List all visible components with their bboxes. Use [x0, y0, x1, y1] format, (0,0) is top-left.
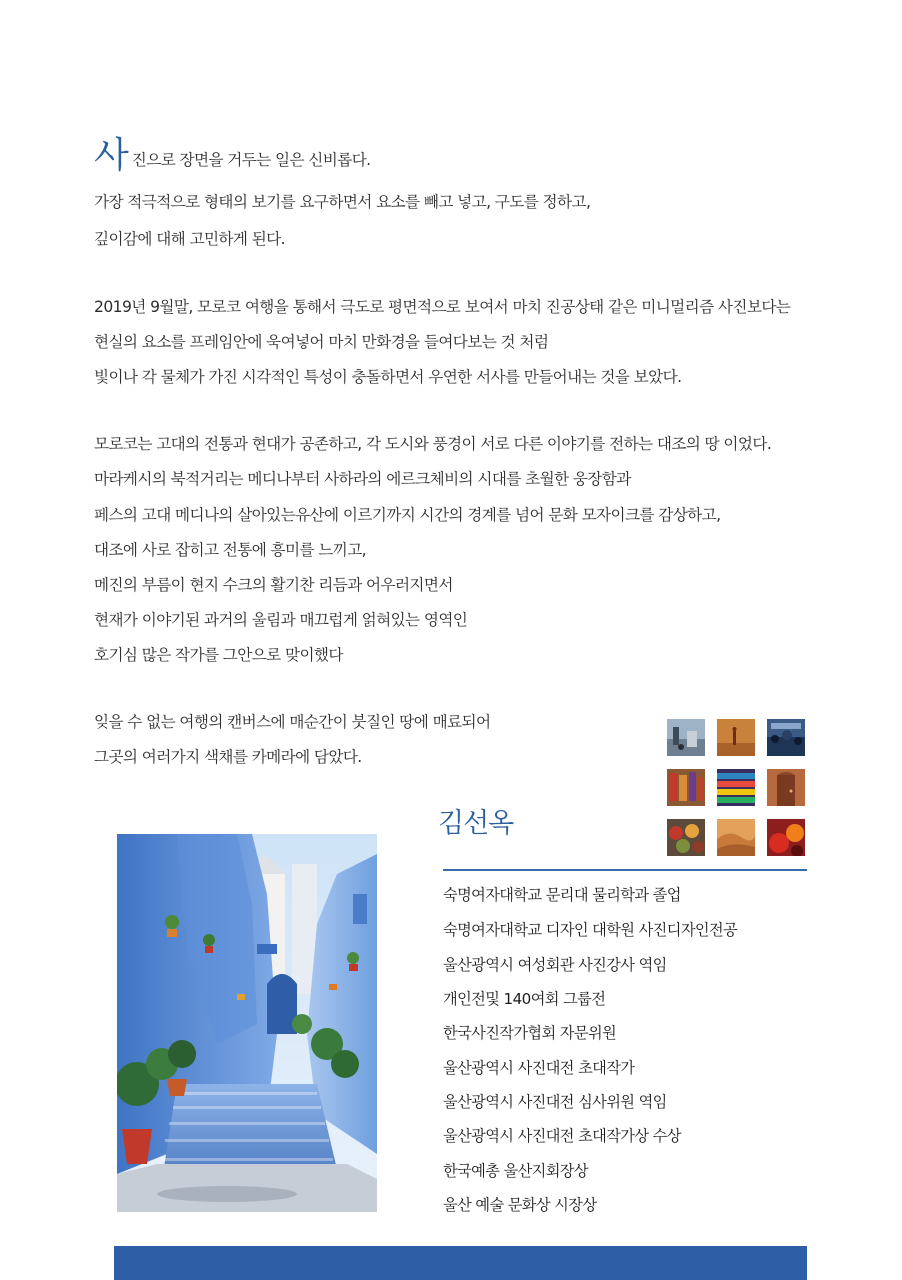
thumbnail-crowd — [767, 719, 805, 756]
thumbnail-desert — [717, 819, 755, 856]
intro-line-8: 마라케시의 북적거리는 메디나부터 사하라의 에르크체비의 시대를 초월한 웅장함과 — [94, 470, 631, 488]
bio-item: 울산 예술 문화상 시장상 — [443, 1196, 597, 1214]
bio-item: 울산광역시 사진대전 초대작가 — [443, 1059, 635, 1077]
thumbnail-pigments — [767, 819, 805, 856]
thumbnail-wall — [717, 719, 755, 756]
intro-line-3: 깊이감에 대해 고민하게 된다. — [94, 230, 285, 248]
bio-item: 숙명여자대학교 문리대 물리학과 졸업 — [443, 886, 681, 904]
intro-line-13: 호기심 많은 작가를 그안으로 맞이했다 — [94, 646, 343, 664]
intro-line-1 — [94, 135, 371, 176]
thumbnail-spices — [667, 819, 705, 856]
intro-line-15: 그곳의 여러가지 색채를 카메라에 담았다. — [94, 748, 362, 766]
bio-item: 울산광역시 사진대전 초대작가상 수상 — [443, 1127, 681, 1145]
bio-item: 한국예총 울산지회장상 — [443, 1162, 588, 1180]
footer-bar — [114, 1246, 807, 1280]
bio-item: 한국사진작가협회 자문위원 — [443, 1024, 617, 1042]
author-name: 김선옥 — [438, 808, 514, 839]
drop-cap: 사 — [94, 135, 129, 176]
bio-item: 개인전및 140여회 그룹전 — [443, 990, 606, 1008]
bio-item: 울산광역시 여성회관 사진강사 역임 — [443, 956, 667, 974]
bio-item: 숙명여자대학교 디자인 대학원 사진디자인전공 — [443, 921, 738, 939]
intro-line-14: 잊을 수 없는 여행의 캔버스에 매순간이 붓질인 땅에 매료되어 — [94, 713, 491, 731]
bio-item: 울산광역시 사진대전 심사위원 역임 — [443, 1093, 667, 1111]
intro-line-7: 모로코는 고대의 전통과 현대가 공존하고, 각 도시와 풍경이 서로 다른 이야기를 전하는 대조의 땅 이었다. — [94, 435, 772, 453]
intro-line-4: 2019년 9월말, 모로코 여행을 통해서 극도로 평면적으로 보여서 마치 진공상태 같은 미니멀리즘 사진보다는 — [94, 298, 791, 316]
intro-line-10: 대조에 사로 잡히고 전통에 흥미를 느끼고, — [94, 541, 367, 559]
intro-line-9: 페스의 고대 메디나의 살아있는유산에 이르기까지 시간의 경계를 넘어 문화 모자이크를 감상하고, — [94, 506, 721, 524]
intro-line-2: 가장 적극적으로 형태의 보기를 요구하면서 요소를 빼고 넣고, 구도를 정하고, — [94, 193, 591, 211]
thumbnail-market — [667, 769, 705, 806]
intro-line-1-text: 진으로 장면을 거두는 일은 신비롭다. — [131, 151, 371, 169]
thumbnail-street — [667, 719, 705, 756]
thumbnail-door — [767, 769, 805, 806]
intro-line-5: 현실의 요소를 프레임안에 욱여넣어 마치 만화경을 들여다보는 것 처럼 — [94, 333, 549, 351]
intro-line-6: 빛이나 각 물체가 가진 시각적인 특성이 충돌하면서 우연한 서사를 만들어내는 것을 보았다. — [94, 368, 682, 386]
intro-line-11: 메진의 부름이 현지 수크의 활기찬 리듬과 어우러지면서 — [94, 576, 453, 594]
main-photo — [117, 834, 377, 1212]
intro-line-12: 현재가 이야기된 과거의 울림과 매끄럽게 얽혀있는 영역인 — [94, 611, 468, 629]
thumbnail-textiles — [717, 769, 755, 806]
divider — [443, 869, 807, 871]
thumbnail-grid — [667, 719, 805, 857]
